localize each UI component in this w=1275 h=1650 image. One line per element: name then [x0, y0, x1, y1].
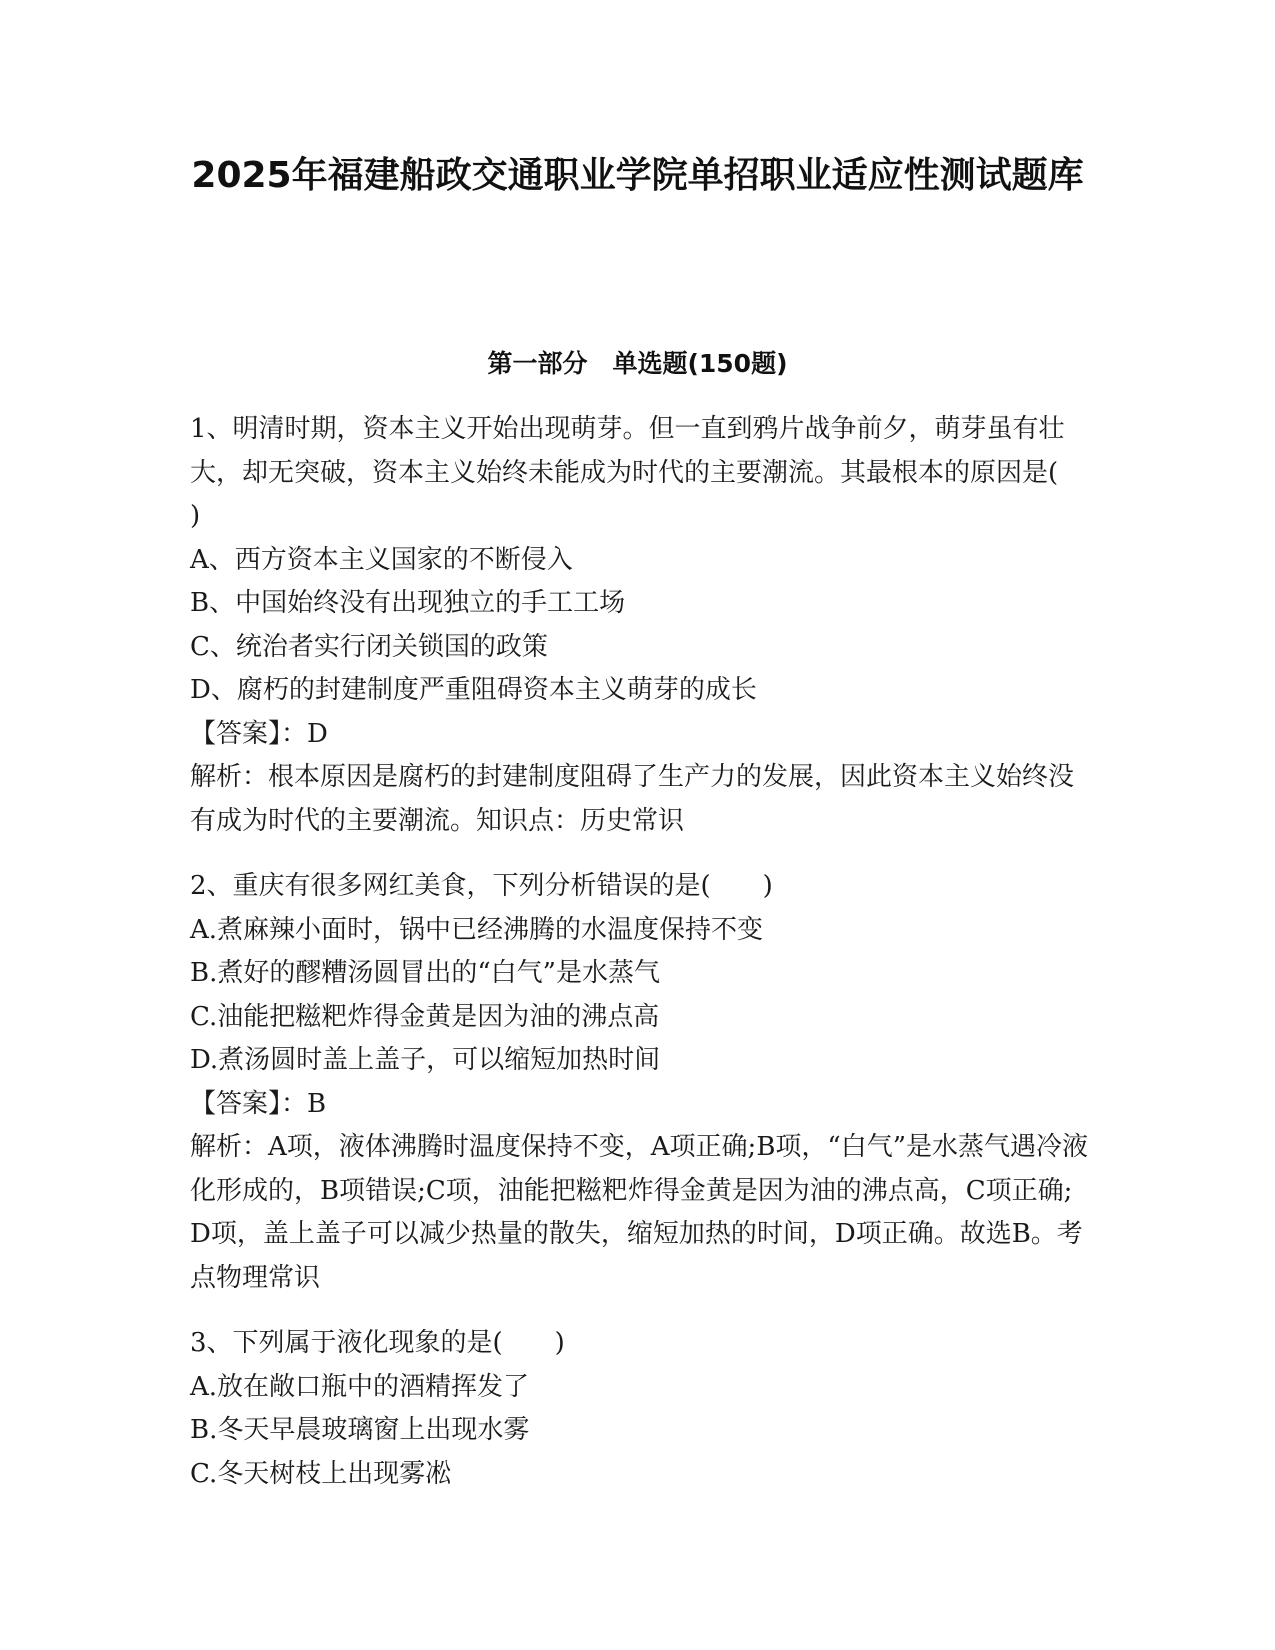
option-a: A、西方资本主义国家的不断侵入 — [190, 544, 573, 575]
option-c: C.冬天树枝上出现雾凇 — [190, 1458, 452, 1489]
option-a: A.煮麻辣小面时，锅中已经沸腾的水温度保持不变 — [190, 914, 764, 945]
option-a: A.放在敞口瓶中的酒精挥发了 — [190, 1371, 530, 1402]
question-list — [190, 408, 1093, 1518]
option-b: B、中国始终没有出现独立的手工工场 — [190, 588, 626, 618]
answer-label: 【答案】 — [190, 1088, 282, 1119]
section-heading: 第一部分 单选题(150题) — [487, 349, 788, 378]
question-1 — [190, 408, 1093, 843]
answer-label: 【答案】 — [190, 718, 282, 749]
answer-separator: ： — [281, 718, 308, 749]
option-c: C、统治者实行闭关锁国的政策 — [190, 631, 548, 662]
answer-line — [190, 713, 1090, 757]
question-stem: 2、重庆有很多网红美食，下列分析错误的是( ) — [190, 871, 773, 901]
answer-line — [190, 1083, 1090, 1127]
answer-value: D — [307, 718, 328, 749]
question-stem: 3、下列属于液化现象的是( ) — [190, 1328, 565, 1358]
analysis-text: 解析：根本原因是腐朽的封建制度阻碍了生产力的发展，因此资本主义始终没有成为时代的主要潮流。知识点：历史常识 — [190, 762, 1075, 836]
option-c: C.油能把糍粑炸得金黄是因为油的沸点高 — [190, 1001, 660, 1032]
answer-value: B — [307, 1088, 327, 1119]
question-2 — [190, 865, 1090, 1300]
analysis-text: 解析：A项，液体沸腾时温度保持不变，A项正确;B项，“白气”是水蒸气遇冷液化形成的，B项错误;C项，油能把糍粑炸得金黄是因为油的沸点高，C项正确;D项，盖上盖子可以减少热量的散失，缩短加热的时间，D项正确。故选B。考点物理常识 — [190, 1132, 1089, 1293]
option-b: B.煮好的醪糟汤圆冒出的“白气”是水蒸气 — [190, 958, 660, 988]
document-title: 2025年福建船政交通职业学院单招职业适应性测试题库 — [191, 155, 1084, 196]
question-3 — [190, 1322, 1090, 1496]
option-d: D.煮汤圆时盖上盖子，可以缩短加热时间 — [190, 1045, 661, 1075]
question-stem: 1、明清时期，资本主义开始出现萌芽。但一直到鸦片战争前夕，萌芽虽有壮大，却无突破，资本主义始终未能成为时代的主要潮流。其最根本的原因是( ) — [190, 414, 1093, 531]
option-d: D、腐朽的封建制度严重阻碍资本主义萌芽的成长 — [190, 675, 757, 705]
option-b: B.冬天早晨玻璃窗上出现水雾 — [190, 1415, 530, 1445]
answer-separator: ： — [281, 1088, 308, 1119]
